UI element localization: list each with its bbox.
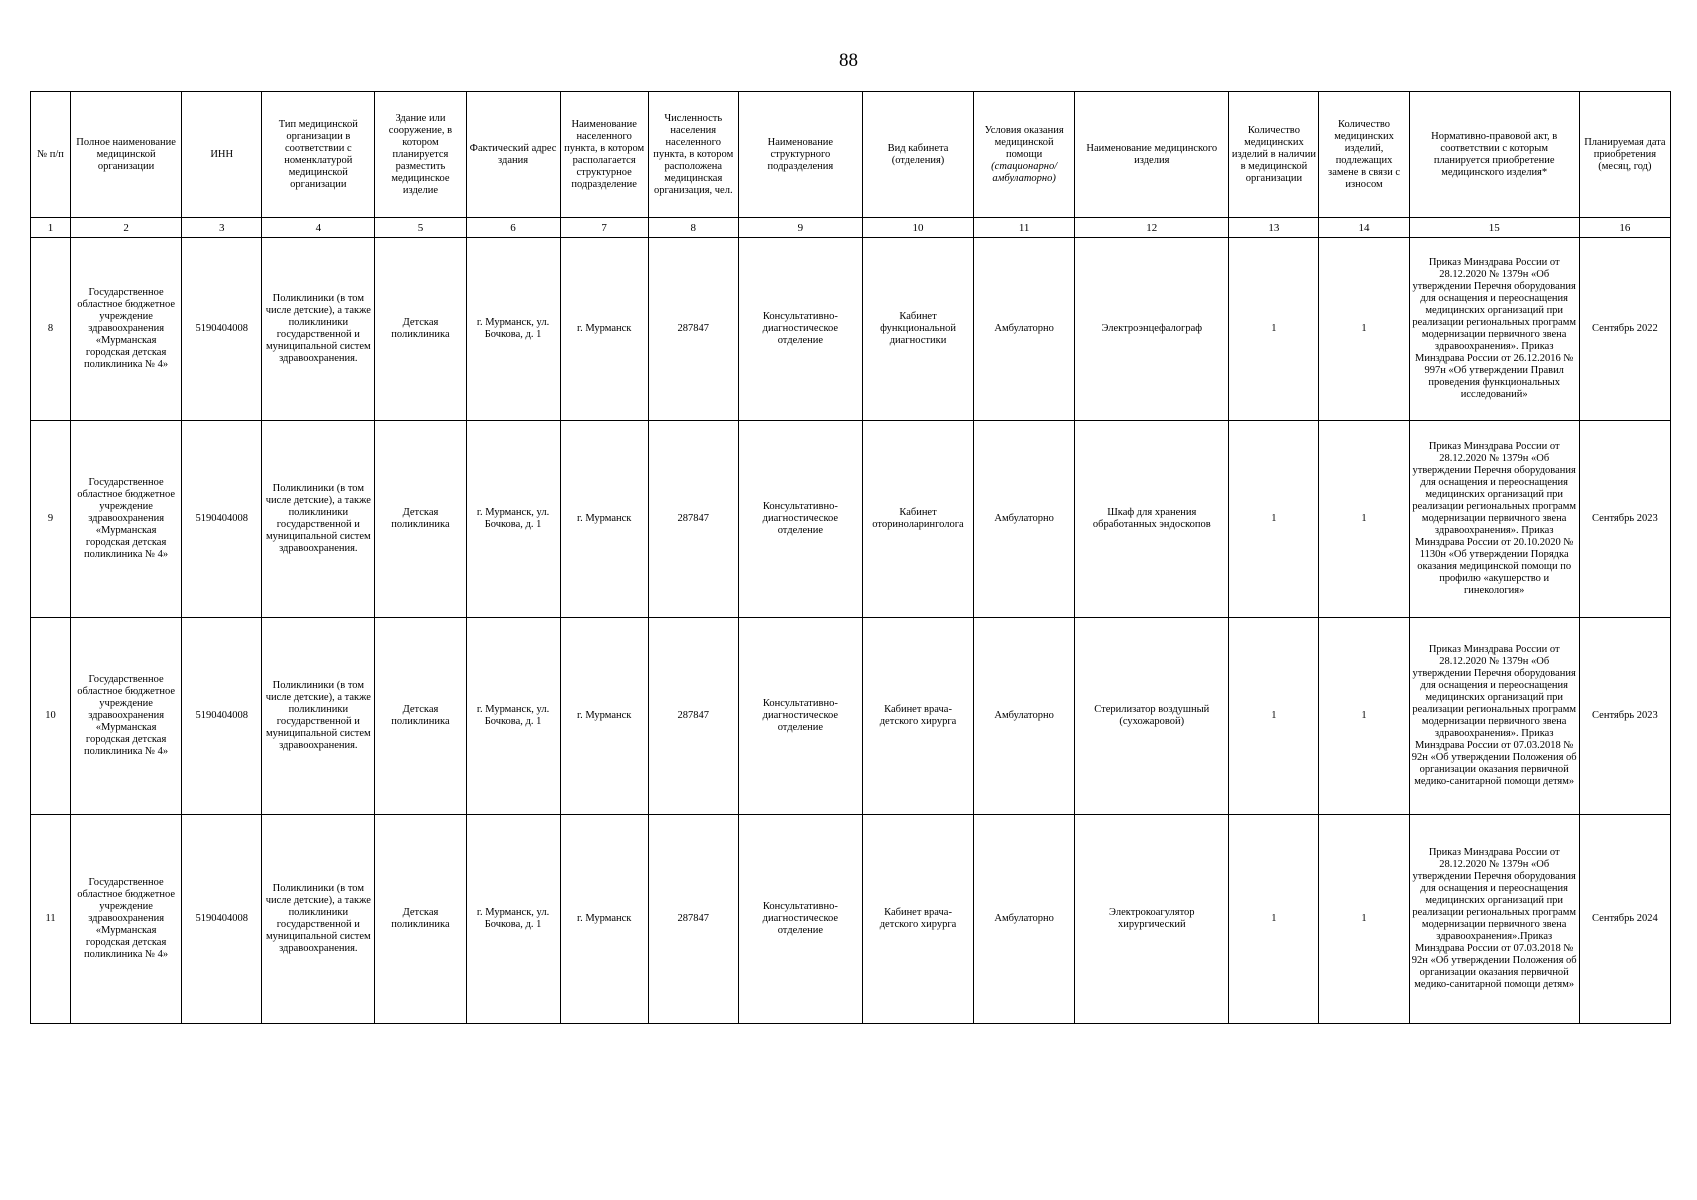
column-number: 2 [71, 218, 182, 238]
cell-division: Консультативно-диагностическое отделение [738, 238, 862, 421]
header-qty-replace: Количество медицинских изделий, подлежащих замене в связи с износом [1319, 92, 1409, 218]
cell-type: Поликлиники (в том числе детские), а также поликлиники государственной и муниципальной систем здравоохранения. [262, 238, 375, 421]
cell-cabinet: Кабинет оториноларинголога [862, 421, 973, 618]
column-number: 16 [1579, 218, 1670, 238]
header-num: № п/п [31, 92, 71, 218]
cell-address: г. Мурманск, ул. Бочкова, д. 1 [466, 815, 560, 1024]
column-number: 12 [1075, 218, 1229, 238]
column-number: 11 [974, 218, 1075, 238]
cell-address: г. Мурманск, ул. Бочкова, д. 1 [466, 618, 560, 815]
cell-qty-replace: 1 [1319, 238, 1409, 421]
cell-population: 287847 [648, 238, 738, 421]
cell-act: Приказ Минздрава России от 28.12.2020 № 1379н «Об утверждении Перечня оборудования для оснащения и переоснащения медицинских организаций при реализации региональных программ модернизации первичного звена здравоохранения». Приказ Минздрава России от 07.03.2018 № 92н «Об утверждении Положения об организации оказания первичной медико-санитарной помощи детям» [1409, 618, 1579, 815]
cell-qty-replace: 1 [1319, 618, 1409, 815]
header-type: Тип медицинской организации в соответствии с номенклатурой медицинской организации [262, 92, 375, 218]
cell-inn: 5190404008 [182, 238, 262, 421]
cell-population: 287847 [648, 815, 738, 1024]
cell-act: Приказ Минздрава России от 28.12.2020 № 1379н «Об утверждении Перечня оборудования для оснащения и переоснащения медицинских организаций при реализации региональных программ модернизации первичного звена здравоохранения». Приказ Минздрава России от 20.10.2020 № 1130н «Об утверждении Порядка оказания медицинской помощи по профилю «акушерство и гинекология» [1409, 421, 1579, 618]
column-number: 1 [31, 218, 71, 238]
cell-inn: 5190404008 [182, 618, 262, 815]
header-date: Планируемая дата приобретения (месяц, год) [1579, 92, 1670, 218]
header-building: Здание или сооружение, в котором планируется разместить медицинское изделие [375, 92, 466, 218]
cell-division: Консультативно-диагностическое отделение [738, 815, 862, 1024]
table-row [31, 815, 1671, 1024]
cell-conditions: Амбулаторно [974, 238, 1075, 421]
cell-device: Стерилизатор воздушный (сухожаровой) [1075, 618, 1229, 815]
header-population: Численность населения населенного пункта, в котором расположена медицинская организация, чел. [648, 92, 738, 218]
cell-device: Электрокоагулятор хирургический [1075, 815, 1229, 1024]
header-conditions-note: (стационарно/ амбулаторно) [991, 160, 1058, 184]
cell-conditions: Амбулаторно [974, 618, 1075, 815]
cell-cabinet: Кабинет врача-детского хирурга [862, 618, 973, 815]
cell-num: 10 [31, 618, 71, 815]
cell-qty-available: 1 [1229, 815, 1319, 1024]
cell-act: Приказ Минздрава России от 28.12.2020 № 1379н «Об утверждении Перечня оборудования для оснащения и переоснащения медицинских организаций при реализации региональных программ модернизации первичного звена здравоохранения». Приказ Минздрава России от 26.12.2016 № 997н «Об утверждении Правил проведения функциональных исследований» [1409, 238, 1579, 421]
column-number: 8 [648, 218, 738, 238]
column-number: 6 [466, 218, 560, 238]
cell-address: г. Мурманск, ул. Бочкова, д. 1 [466, 421, 560, 618]
cell-inn: 5190404008 [182, 815, 262, 1024]
column-number: 5 [375, 218, 466, 238]
cell-building: Детская поликлиника [375, 815, 466, 1024]
cell-qty-available: 1 [1229, 618, 1319, 815]
equipment-table [30, 91, 1671, 1024]
cell-date: Сентябрь 2024 [1579, 815, 1670, 1024]
cell-org: Государственное областное бюджетное учреждение здравоохранения «Мурманская городская детская поликлиника № 4» [71, 238, 182, 421]
cell-num: 11 [31, 815, 71, 1024]
cell-num: 8 [31, 238, 71, 421]
header-qty-available: Количество медицинских изделий в наличии в медицинской организации [1229, 92, 1319, 218]
header-address: Фактический адрес здания [466, 92, 560, 218]
header-conditions [974, 92, 1075, 218]
column-number: 15 [1409, 218, 1579, 238]
cell-population: 287847 [648, 421, 738, 618]
column-numbers-row [31, 218, 1671, 238]
table-row [31, 421, 1671, 618]
cell-building: Детская поликлиника [375, 421, 466, 618]
cell-building: Детская поликлиника [375, 618, 466, 815]
column-number: 7 [560, 218, 648, 238]
cell-date: Сентябрь 2023 [1579, 421, 1670, 618]
cell-locality: г. Мурманск [560, 618, 648, 815]
cell-act: Приказ Минздрава России от 28.12.2020 № 1379н «Об утверждении Перечня оборудования для оснащения и переоснащения медицинских организаций при реализации региональных программ модернизации первичного звена здравоохранения».Приказ Минздрава России от 07.03.2018 № 92н «Об утверждении Положения об организации оказания первичной медико-санитарной помощи детям» [1409, 815, 1579, 1024]
cell-org: Государственное областное бюджетное учреждение здравоохранения «Мурманская городская детская поликлиника № 4» [71, 815, 182, 1024]
cell-cabinet: Кабинет функциональной диагностики [862, 238, 973, 421]
cell-locality: г. Мурманск [560, 815, 648, 1024]
cell-locality: г. Мурманск [560, 421, 648, 618]
cell-conditions: Амбулаторно [974, 421, 1075, 618]
cell-qty-available: 1 [1229, 238, 1319, 421]
cell-org: Государственное областное бюджетное учреждение здравоохранения «Мурманская городская детская поликлиника № 4» [71, 421, 182, 618]
header-act: Нормативно-правовой акт, в соответствии с которым планируется приобретение медицинского изделия* [1409, 92, 1579, 218]
cell-date: Сентябрь 2022 [1579, 238, 1670, 421]
cell-population: 287847 [648, 618, 738, 815]
header-row [31, 92, 1671, 218]
cell-building: Детская поликлиника [375, 238, 466, 421]
column-number: 9 [738, 218, 862, 238]
cell-date: Сентябрь 2023 [1579, 618, 1670, 815]
cell-num: 9 [31, 421, 71, 618]
header-division: Наименование структурного подразделения [738, 92, 862, 218]
cell-inn: 5190404008 [182, 421, 262, 618]
cell-type: Поликлиники (в том числе детские), а также поликлиники государственной и муниципальной систем здравоохранения. [262, 815, 375, 1024]
column-number: 13 [1229, 218, 1319, 238]
cell-device: Электроэнцефалограф [1075, 238, 1229, 421]
cell-address: г. Мурманск, ул. Бочкова, д. 1 [466, 238, 560, 421]
cell-division: Консультативно-диагностическое отделение [738, 421, 862, 618]
table-row [31, 238, 1671, 421]
header-conditions-label: Условия оказания медицинской помощи [984, 124, 1064, 160]
header-cabinet: Вид кабинета (отделения) [862, 92, 973, 218]
page-number: 88 [839, 50, 858, 71]
cell-cabinet: Кабинет врача-детского хирурга [862, 815, 973, 1024]
header-locality: Наименование населенного пункта, в котором располагается структурное подразделение [560, 92, 648, 218]
table-row [31, 618, 1671, 815]
cell-qty-replace: 1 [1319, 815, 1409, 1024]
cell-org: Государственное областное бюджетное учреждение здравоохранения «Мурманская городская детская поликлиника № 4» [71, 618, 182, 815]
column-number: 3 [182, 218, 262, 238]
cell-device: Шкаф для хранения обработанных эндоскопов [1075, 421, 1229, 618]
header-org: Полное наименование медицинской организации [71, 92, 182, 218]
column-number: 4 [262, 218, 375, 238]
header-device: Наименование медицинского изделия [1075, 92, 1229, 218]
column-number: 10 [862, 218, 973, 238]
cell-qty-replace: 1 [1319, 421, 1409, 618]
header-inn: ИНН [182, 92, 262, 218]
cell-type: Поликлиники (в том числе детские), а также поликлиники государственной и муниципальной систем здравоохранения. [262, 618, 375, 815]
cell-qty-available: 1 [1229, 421, 1319, 618]
cell-conditions: Амбулаторно [974, 815, 1075, 1024]
cell-type: Поликлиники (в том числе детские), а также поликлиники государственной и муниципальной систем здравоохранения. [262, 421, 375, 618]
cell-division: Консультативно-диагностическое отделение [738, 618, 862, 815]
cell-locality: г. Мурманск [560, 238, 648, 421]
column-number: 14 [1319, 218, 1409, 238]
